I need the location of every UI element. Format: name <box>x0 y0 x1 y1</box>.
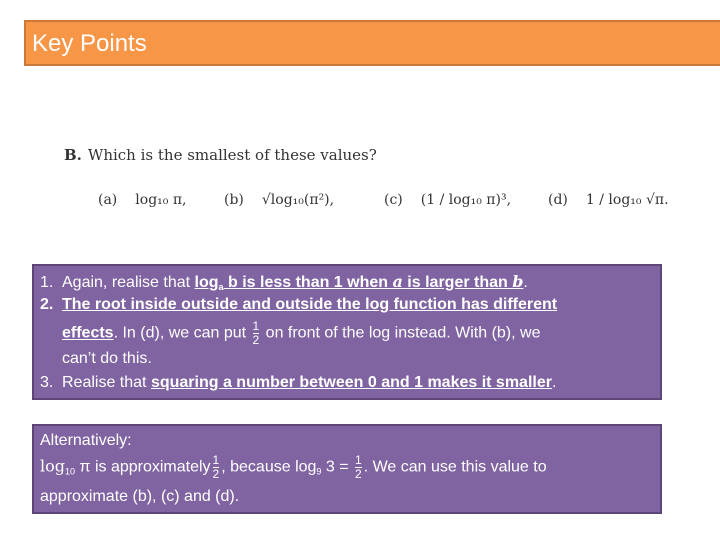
alternative-heading: Alternatively: <box>40 432 132 449</box>
question-text: Which is the smallest of these values? <box>87 146 377 164</box>
option-b <box>224 192 334 208</box>
option-c-expr: (1 / log₁₀ π)³, <box>420 192 512 208</box>
fraction-half: $\frac{1}{2}$ <box>252 319 260 347</box>
option-d-tag: (d) <box>548 192 568 208</box>
alternative-line-3: approximate (b), (c) and (d). <box>40 488 240 505</box>
alternative-box <box>32 424 662 514</box>
option-a <box>98 192 186 208</box>
question-image <box>64 140 669 230</box>
key-point-1: 1. Again, realise that $\log_a b$ is less than 1 when a is larger than b. <box>40 272 528 292</box>
fraction-half-1: $\frac{1}{2}$ <box>212 453 220 481</box>
key-point-3: 3. Realise that squaring a number between 0 and 1 makes it smaller. <box>40 374 557 391</box>
key-point-2-line-2: effects. In (d), we can put $\frac{1}{2}$ on front of the log instead. With (b), we <box>62 319 541 347</box>
option-a-tag: (a) <box>98 192 118 208</box>
question-heading <box>64 146 377 164</box>
option-c <box>384 192 511 208</box>
option-b-tag: (b) <box>224 192 244 208</box>
key-point-2: 2. The root inside outside and outside the log function has different <box>40 296 558 313</box>
fraction-half-2: $\frac{1}{2}$ <box>355 453 362 481</box>
alternative-line-2: $\log_{10} \pi$ is approximately $\frac{1}{2}$ , because $\log_9 3$ = $\frac{1}{2}$ . We can use this value to <box>40 453 547 481</box>
title-bar <box>24 20 720 66</box>
option-d-expr: 1 / log₁₀ √π. <box>585 192 669 208</box>
option-a-expr: log₁₀ π, <box>135 192 187 208</box>
key-point-2-line-3: can’t do this. <box>62 350 152 367</box>
question-label: B. <box>64 146 82 164</box>
option-c-tag: (c) <box>384 192 403 208</box>
option-b-expr: √log₁₀(π²), <box>261 192 335 208</box>
slide-title: Key Points <box>32 30 147 57</box>
option-d <box>548 192 669 208</box>
key-points-box <box>32 264 662 400</box>
